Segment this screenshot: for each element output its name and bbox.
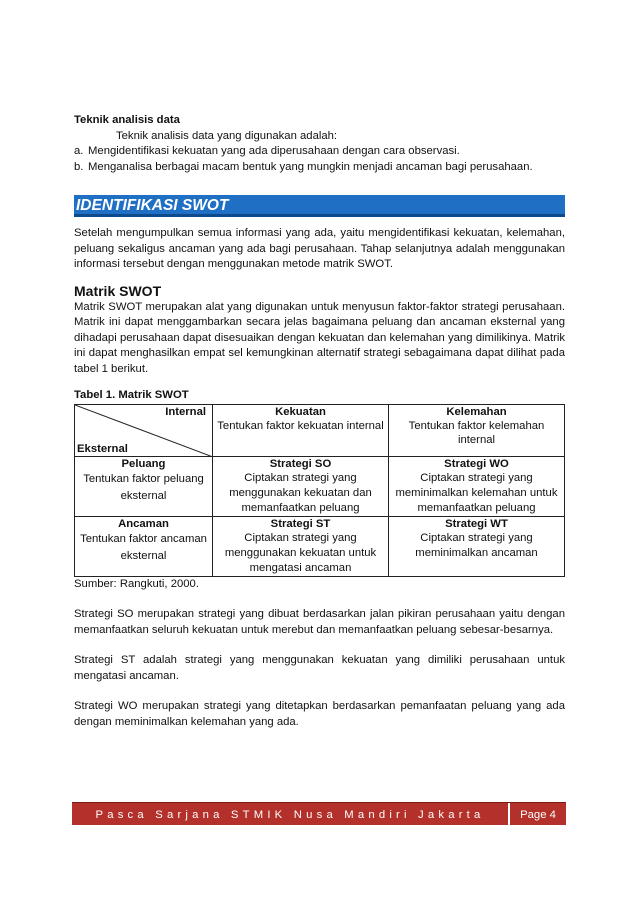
corner-external-label: Eksternal — [77, 442, 128, 455]
matrix-heading: Matrik SWOT — [74, 282, 162, 299]
strategi-so-cell — [213, 456, 389, 516]
page-content — [74, 113, 565, 730]
footer-page-number: Page 4 — [510, 803, 566, 825]
corner-internal-label: Internal — [165, 405, 206, 418]
ancaman-title: Ancaman — [118, 517, 169, 530]
kekuatan-header-cell — [213, 404, 389, 456]
table-row — [75, 404, 565, 456]
list-item — [74, 144, 565, 160]
strategi-wt-title: Strategi WT — [445, 517, 508, 530]
list-text: Mengidentifikasi kekuatan yang ada diperusahaan dengan cara observasi. — [88, 145, 460, 157]
kelemahan-header-cell — [389, 404, 565, 456]
swot-matrix-table — [74, 404, 565, 577]
table-caption: Tabel 1. Matrik SWOT — [74, 389, 189, 401]
peluang-desc: Tentukan faktor peluang eksternal — [83, 472, 204, 502]
strategi-st-desc: Ciptakan strategi yang menggunakan kekuatan untuk mengatasi ancaman — [224, 531, 377, 574]
footer-institution: Pasca Sarjana STMIK Nusa Mandiri Jakarta — [72, 803, 508, 825]
strategi-wo-title: Strategi WO — [444, 457, 509, 470]
strategi-st-paragraph: Strategi ST adalah strategi yang menggunakan kekuatan yang dimiliki perusahaan untuk mengatasi ancaman. — [74, 654, 565, 682]
analysis-intro: Teknik analisis data yang digunakan adalah: — [116, 129, 338, 142]
strategi-wt-cell — [389, 516, 565, 576]
kekuatan-desc: Tentukan faktor kekuatan internal — [217, 419, 384, 432]
kelemahan-desc: Tentukan faktor kelemahan internal — [408, 419, 545, 446]
peluang-cell — [75, 456, 213, 516]
swot-section-heading: IDENTIFIKASI SWOT — [74, 195, 565, 217]
strategi-so-title: Strategi SO — [269, 457, 332, 470]
strategi-st-title: Strategi ST — [270, 517, 331, 530]
corner-cell — [75, 404, 213, 456]
strategi-st-cell — [213, 516, 389, 576]
strategi-wo-paragraph: Strategi WO merupakan strategi yang ditetapkan berdasarkan pemanfaatan peluang yang ada dengan meminimalkan kelemahan yang ada. — [74, 700, 565, 728]
list-marker: a. — [74, 145, 84, 157]
list-text: Menganalisa berbagai macam bentuk yang mungkin menjadi ancaman bagi perusahaan. — [88, 160, 533, 173]
table-row — [75, 516, 565, 576]
strategi-wt-desc: Ciptakan strategi yang meminimalkan ancaman — [415, 531, 538, 559]
strategi-wo-cell — [389, 456, 565, 516]
strategi-so-paragraph: Strategi SO merupakan strategi yang dibuat berdasarkan jalan pikiran perusahaan yaitu dengan memanfaatkan seluruh kekuatan untuk merebut dan memanfaatkan peluang sebesar-besarnya. — [74, 608, 565, 636]
strategi-wo-desc: Ciptakan strategi yang meminimalkan kelemahan untuk memanfaatkan peluang — [395, 471, 558, 514]
page-footer — [72, 802, 566, 825]
table-source: Sumber: Rangkuti, 2000. — [74, 577, 199, 590]
table-row — [75, 456, 565, 516]
swot-intro-paragraph: Setelah mengumpulkan semua informasi yang ada, yaitu mengidentifikasi kekuatan, kelemahan, peluang sekaligus ancaman yang ada bagi perusahaan. Tahap selanjutnya adalah menggunakan informasi tersebut dengan menggunakan metode matrik SWOT. — [74, 227, 565, 270]
strategi-so-desc: Ciptakan strategi yang menggunakan kekuatan dan memanfaatkan peluang — [229, 471, 372, 514]
kekuatan-title: Kekuatan — [275, 405, 326, 418]
ancaman-desc: Tentukan faktor ancaman eksternal — [80, 532, 207, 562]
list-marker: b. — [74, 160, 84, 173]
analysis-heading: Teknik analisis data — [74, 114, 180, 126]
ancaman-cell — [75, 516, 213, 576]
peluang-title: Peluang — [121, 457, 166, 470]
list-item — [74, 160, 565, 176]
matrix-body-paragraph: Matrik SWOT merupakan alat yang digunakan untuk menyusun faktor-faktor strategi perusahaan. Matrik ini dapat menggambarkan secara jelas bagaimana peluang dan ancaman eksternal yang dihadapi perusahaan dapat disesuaikan dengan kekuatan dan kelemahan yang dimilikinya. Matrik ini dapat menghasilkan empat sel kemungkinan alternatif strategi sebagaimana dapat dilihat pada tabel 1 berikut. — [74, 300, 565, 375]
kelemahan-title: Kelemahan — [446, 405, 507, 418]
